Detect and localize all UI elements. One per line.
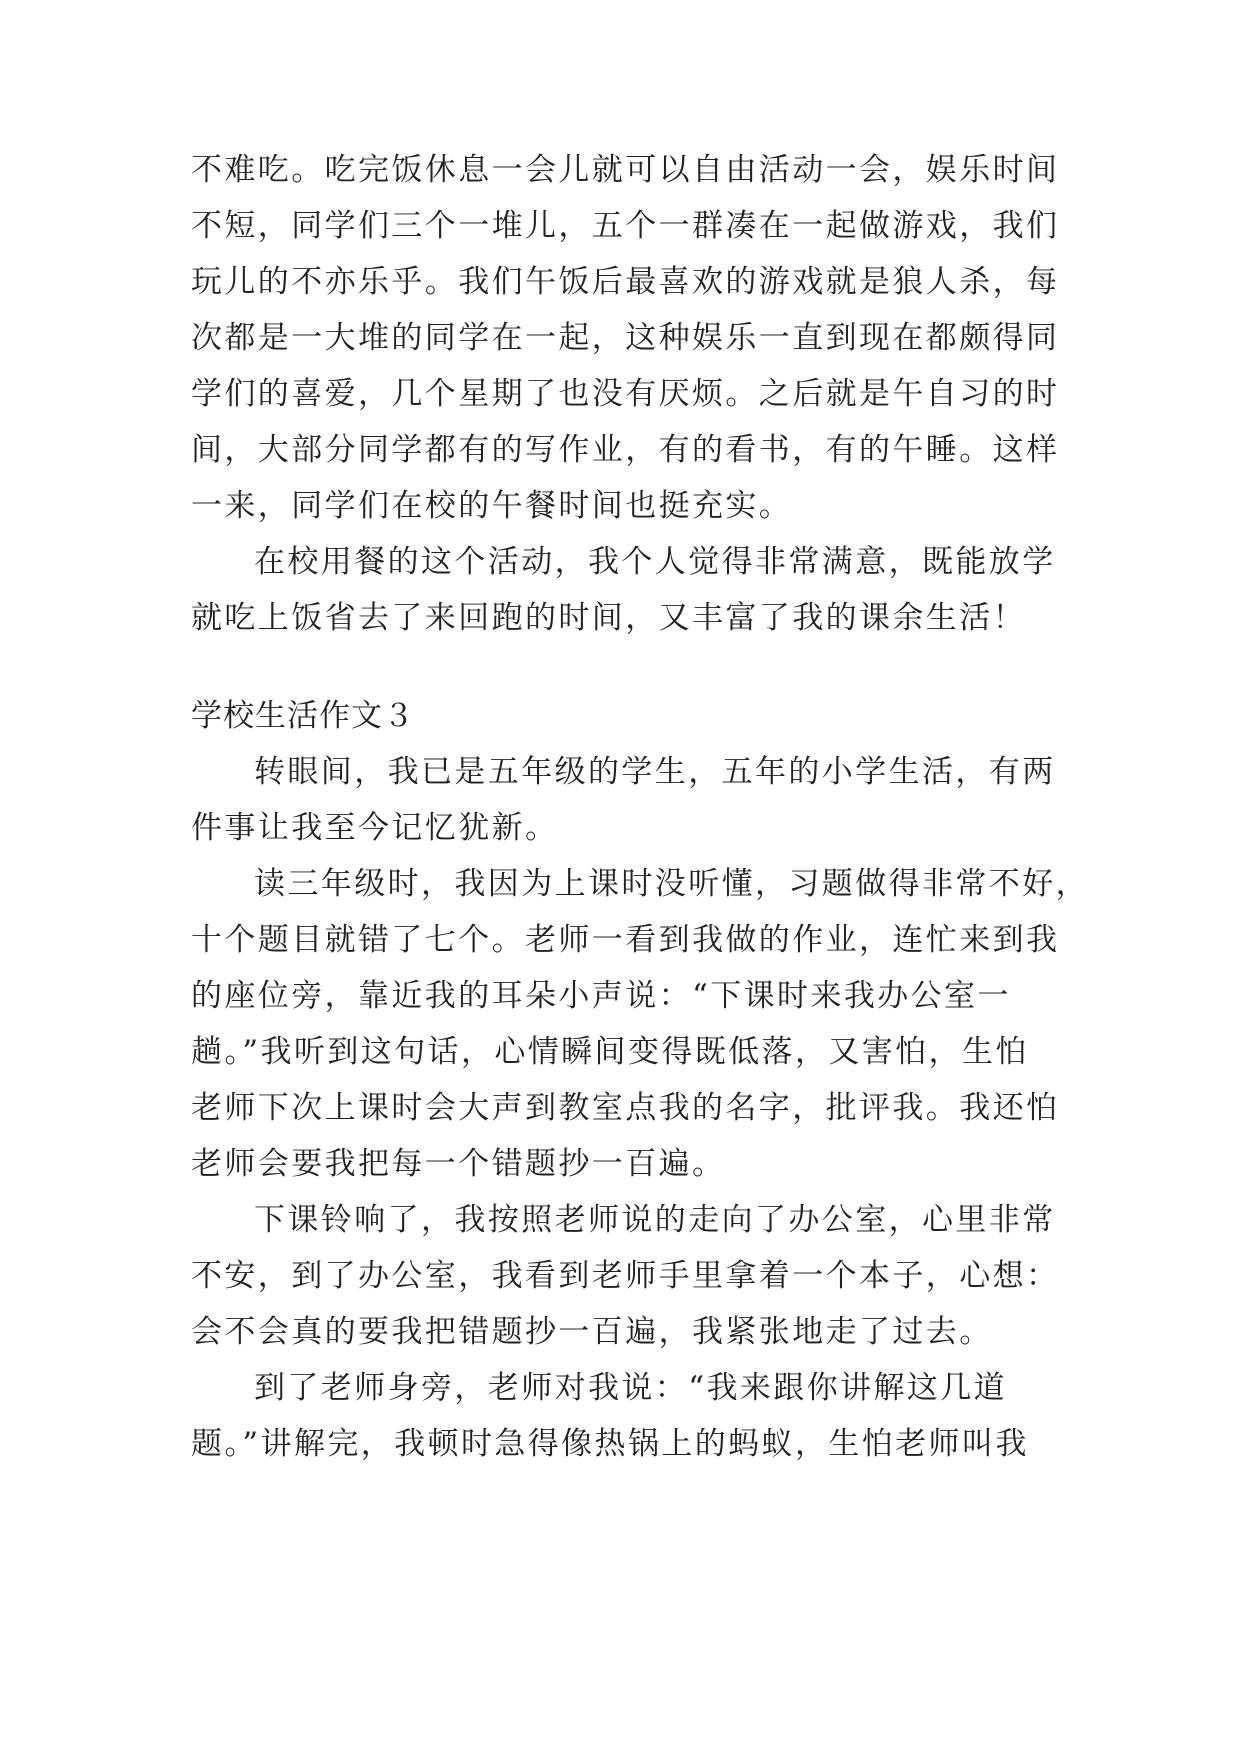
text-line: 学们的喜爱，几个星期了也没有厌烦。之后就是午自习的时	[191, 376, 1060, 412]
text-line: 就吃上饭省去了来回跑的时间，又丰富了我的课余生活！	[191, 600, 1026, 636]
text-line: 间，大部分同学都有的写作业，有的看书，有的午睡。这样	[191, 432, 1060, 468]
text-line: 题。”讲解完，我顿时急得像热锅上的蚂蚁，生怕老师叫我	[191, 1426, 1029, 1462]
text-line: 一来，同学们在校的午餐时间也挺充实。	[191, 488, 793, 524]
text-line: 次都是一大堆的同学在一起，这种娱乐一直到现在都颇得同	[191, 320, 1060, 356]
paragraph-first-line: 读三年级时，我因为上课时没听懂，习题做得非常不好，	[254, 866, 1089, 902]
section-title: 学校生活作文３	[191, 698, 415, 734]
paragraph-first-line: 转眼间，我已是五年级的学生，五年的小学生活，有两	[254, 754, 1056, 790]
text-line: 件事让我至今记忆犹新。	[191, 810, 559, 846]
text-line: 十个题目就错了七个。老师一看到我做的作业，连忙来到我	[191, 922, 1060, 958]
text-line: 老师下次上课时会大声到教室点我的名字，批评我。我还怕	[191, 1090, 1060, 1126]
text-line: 玩儿的不亦乐乎。我们午饭后最喜欢的游戏就是狼人杀，每	[191, 264, 1060, 300]
text-line: 不安，到了办公室，我看到老师手里拿着一个本子，心想：	[191, 1258, 1060, 1294]
paragraph-first-line: 在校用餐的这个活动，我个人觉得非常满意，既能放学	[254, 544, 1056, 580]
paragraph-first-line: 到了老师身旁，老师对我说：“我来跟你讲解这几道	[254, 1370, 1008, 1406]
paragraph-first-line: 下课铃响了，我按照老师说的走向了办公室，心里非常	[254, 1202, 1056, 1238]
text-line: 的座位旁，靠近我的耳朵小声说：“下课时来我办公室一	[191, 978, 1011, 1014]
text-line: 不难吃。吃完饭休息一会儿就可以自由活动一会，娱乐时间	[191, 152, 1060, 188]
text-line: 不短，同学们三个一堆儿，五个一群凑在一起做游戏，我们	[191, 208, 1060, 244]
text-line: 老师会要我把每一个错题抄一百遍。	[191, 1146, 726, 1182]
text-line: 会不会真的要我把错题抄一百遍，我紧张地走了过去。	[191, 1314, 993, 1350]
text-line: 趟。”我听到这句话，心情瞬间变得既低落，又害怕，生怕	[191, 1034, 1029, 1070]
